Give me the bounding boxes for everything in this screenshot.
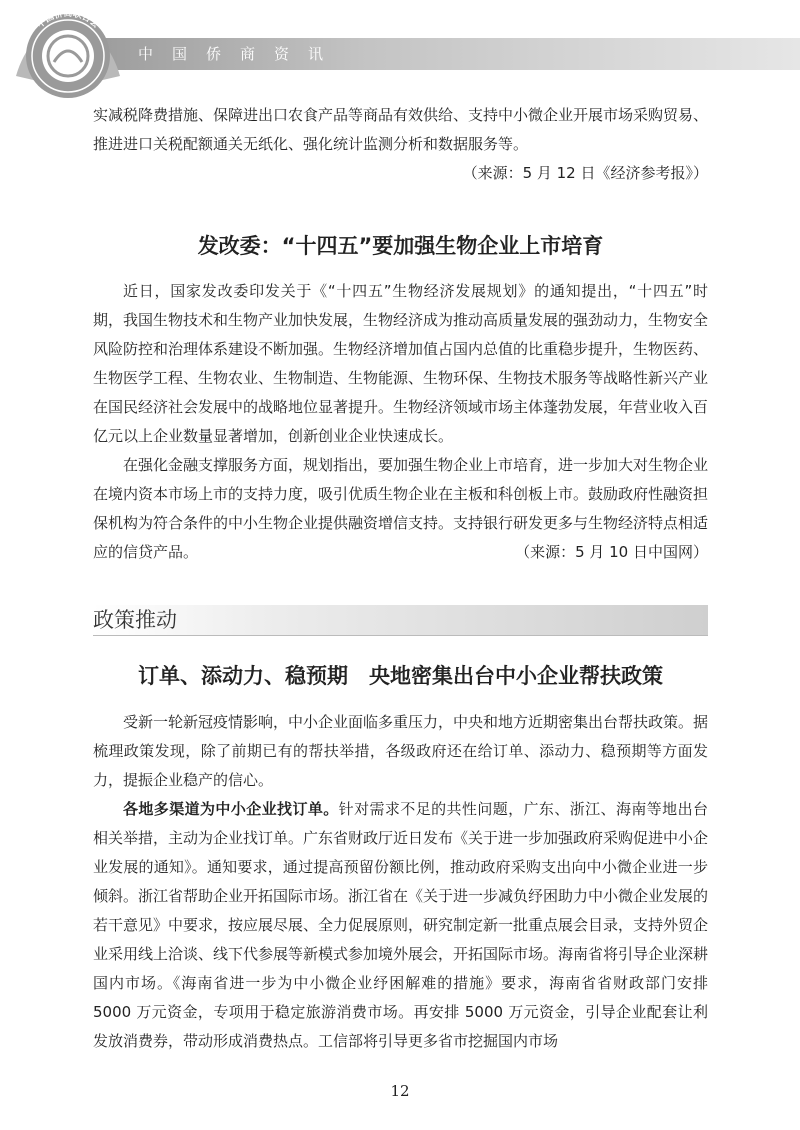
article3-paragraph-2-body: 针对需求不足的共性问题，广东、浙江、海南等地出台相关举措，主动为企业找订单。广东省财政厅近日发布《关于进一步加强政府采购促进中小企业发展的通知》。通知要求，通过提高预留份额比例，推动政府采购支出向中小微企业进一步倾斜。浙江省帮助企业开拓国际市场。浙江省在《关于进一步减负纾困助力中小微企业发展的若干意见》中要求，按应展尽展、全力促展原则，研究制定新一批重点展会目录，支持外贸企业采用线上洽谈、线下代参展等新模式参加境外展会，开拓国际市场。海南省将引导企业深耕国内市场。《海南省进一步为中小微企业纾困解难的措施》要求，海南省省财政部门安排 5000 万元资金，专项用于稳定旅游消费市场。再安排 5000 万元资金，引导企业配套让利发放消费券，带动形成消费热点。工信部将引导更多省市挖掘国内市场 — [93, 800, 709, 1050]
article2-source: （来源：5 月 10 日中国网） — [515, 543, 708, 561]
article1-text: 实减税降费措施、保障进出口农食产品等商品有效供给、支持中小微企业开展市场采购贸易、推进进口关税配额通关无纸化、强化统计监测分析和数据服务等。 — [93, 106, 709, 153]
article2-paragraph-1: 近日，国家发改委印发关于《“十四五”生物经济发展规划》的通知提出，“十四五”时期，我国生物技术和生物产业加快发展，生物经济成为推动高质量发展的强劲动力，生物安全风险防控和治理体系建设不断加强。生物经济增加值占国内总值的比重稳步提升，生物医药、生物医学工程、生物农业、生物制造、生物能源、生物环保、生物技术服务等战略性新兴产业在国民经济社会发展中的战略地位显著提升。生物经济领域市场主体蓬勃发展，年营业收入百亿元以上企业数量显著增加，创新创业企业快速成长。 — [93, 282, 709, 445]
article2-title: 发改委：“十四五”要加强生物企业上市培育 — [197, 234, 604, 258]
header-title: 中国侨商资讯 — [138, 45, 343, 63]
article3-paragraph-2 — [93, 795, 708, 1056]
page-number: 12 — [390, 1082, 410, 1100]
article2-paragraph-2 — [93, 451, 708, 567]
section-title: 政策推动 — [93, 608, 177, 632]
logo-icon — [8, 4, 128, 104]
article3-paragraph-1: 受新一轮新冠疫情影响，中小企业面临多重压力，中央和地方近期密集出台帮扶政策。据梳理政策发现，除了前期已有的帮扶举措，各级政府还在给订单、添动力、稳预期等方面发力，提振企业稳产的信心。 — [93, 713, 709, 789]
article3-paragraph-2-lead: 各地多渠道为中小企业找订单。 — [123, 800, 339, 818]
article3-title: 订单、添动力、稳预期 央地密集出台中小企业帮扶政策 — [138, 664, 663, 688]
article1-source: （来源：5 月 12 日《经济参考报》） — [462, 164, 708, 182]
article2-paragraph-2-text: 在强化金融支撑服务方面，规划指出，要加强生物企业上市培育，进一步加大对生物企业在境内资本市场上市的支持力度，吸引优质生物企业在主板和科创板上市。鼓励政府性融资担保机构为符合条件的中小生物企业提供融资增信支持。支持银行研发更多与生物经济特点相适应的信贷产品。 — [93, 456, 709, 561]
svg-text:中国侨商联合会: 中国侨商联合会 — [35, 9, 101, 31]
section-band — [93, 605, 708, 636]
